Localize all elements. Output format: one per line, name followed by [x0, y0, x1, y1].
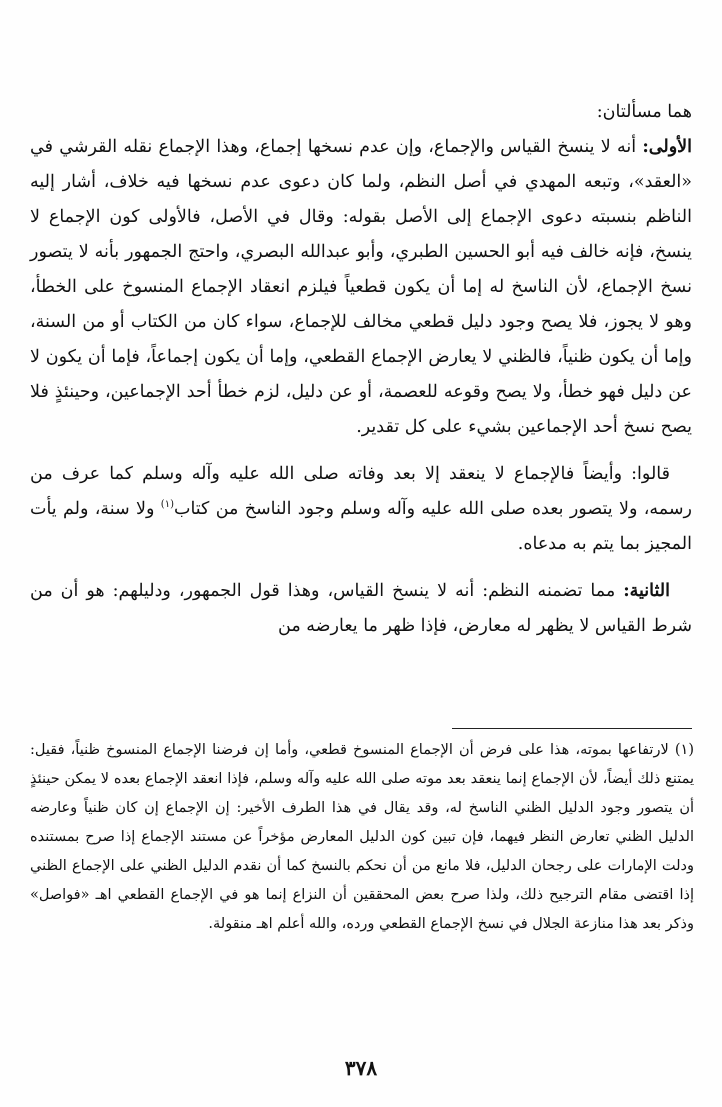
first-question-lead: الأولى: [642, 137, 692, 157]
first-question-paragraph [30, 130, 692, 445]
page-number: ٣٧٨ [344, 1056, 378, 1080]
said-text-before-note: قالوا: وأيضاً فالإجماع لا ينعقد إلا بعد وفاته صلى الله عليه وآله وسلم كما عرف من رسمه، ولا يتصور بعده صلى الله عليه وآله وسلم وجود الناسخ من كتاب [30, 464, 692, 519]
footnote-separator [452, 728, 692, 729]
said-text-after-note: ولا سنة، ولم يأت المجيز بما يتم به مدعاه. [30, 499, 692, 554]
main-text-block [30, 95, 692, 644]
said-paragraph [30, 457, 692, 562]
footnote-item [30, 736, 694, 939]
footnote-text: لارتفاعها بموته، هذا على فرض أن الإجماع المنسوخ قطعي، وأما إن فرضنا الإجماع المنسوخ ظنياً، فقيل: يمتنع ذلك أيضاً، لأن الإجماع إنما ينعقد بعد موته صلى الله عليه وآله وسلم، فإذا انعقد الإجماع بعده لا يمكن حينئذٍ أن يتصور وجود الدليل الظني الناسخ له، وقد يقال في هذا الطرف الأخير: إن الإجماع إن كان ظنياً وعارضه الدليل الظني تعارض النظر فيهما، فإن تبين كون الدليل المعارض مؤخراً عن مستند الإجماع إذا صرح بمستنده ودلت الإمارات على رجحان الدليل، فلا مانع من أن نحكم بالنسخ كما أن نقدم الدليل الظني على الإجماع الظني إذا اقتضى مقام الترجيح ذلك، ولذا صرح بعض المحققين أن النزاع إنما هو في الإجماع القطعي اهـ «فواصل» وذكر بعد هذا منازعة الجلال في نسخ الإجماع القطعي ورده، والله أعلم اهـ منقولة. [30, 742, 695, 932]
footnote-reference[interactable]: (١) [160, 499, 174, 511]
footnote-marker: (١) [674, 742, 695, 758]
footnotes-block [30, 736, 694, 939]
second-question-paragraph [30, 574, 692, 644]
section-heading: هما مسألتان: [596, 102, 692, 122]
second-question-text: مما تضمنه النظم: أنه لا ينسخ القياس، وهذا قول الجمهور، ودليلهم: هو أن من شرط القياس لا يظهر له معارض، فإذا ظهر ما يعارضه من [30, 581, 692, 636]
first-question-text: أنه لا ينسخ القياس والإجماع، وإن عدم نسخها إجماع، وهذا الإجماع نقله القرشي في «العقد»، وتبعه المهدي في أصل النظم، ولما كان دعوى عدم نسخها فيه خلاف، أشار إليه الناظم بنسبته دعوى الإجماع إلى الأصل بقوله: وقال في الأصل، فالأولى كون الإجماع لا ينسخ، فإنه خالف فيه أبو الحسين الطبري، وأبو عبدالله البصري، واحتج الجمهور بأنه لا يتصور نسخ الإجماع، لأن الناسخ له إما أن يكون قطعياً فيلزم انعقاد الإجماع المنسوخ على الخطأ، وهو لا يجوز، فلا يصح وجود دليل قطعي مخالف للإجماع، سواء كان من الكتاب أو من السنة، وإما أن يكون ظنياً، فالظني لا يعارض الإجماع القطعي، وإما أن يكون إجماعاً، فإما أن يكون لا عن دليل فهو خطأ، ولا يصح وقوعه للعصمة، أو عن دليل، لزم خطأ أحد الإجماعين، وحينئذٍ فلا يصح نسخ أحد الإجماعين بشيء على كل تقدير. [30, 137, 692, 437]
heading-line [30, 95, 692, 130]
second-question-lead: الثانية: [623, 581, 670, 601]
